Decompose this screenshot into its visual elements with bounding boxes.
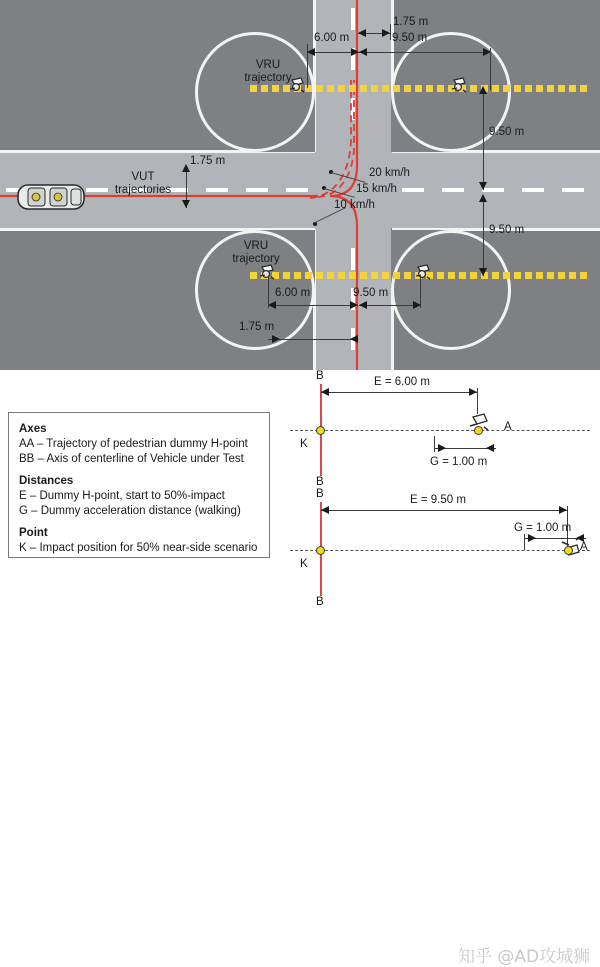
dim-label-bottom-600: 6.00 m	[275, 287, 311, 299]
dim-line-bottom-175	[268, 339, 358, 340]
vru-label-top-line2: trajectory	[244, 72, 292, 84]
dim-tick	[307, 44, 308, 88]
dim-label-bottom-175: 1.75 m	[239, 321, 275, 333]
impact-point-k	[316, 426, 325, 435]
dim-arrow	[438, 444, 446, 452]
dim-arrow	[382, 29, 390, 37]
dim-tick	[390, 24, 391, 40]
vru-label-top-line1: VRU	[255, 59, 281, 71]
dim-arrow	[559, 506, 567, 514]
dim-arrow	[307, 48, 315, 56]
dim-arrow	[469, 388, 477, 396]
speed-label-15: 15 km/h	[356, 183, 397, 195]
dummy-h-point-bottom	[564, 546, 573, 555]
dim-arrow	[350, 335, 358, 343]
detail-diagram-near-side-950m	[290, 488, 600, 608]
dim-arrow	[272, 335, 280, 343]
impact-point-k	[316, 546, 325, 555]
dim-arrow	[528, 534, 536, 542]
dim-label-top-950: 9.50 m	[392, 32, 428, 44]
label-a-right: A	[580, 541, 588, 553]
vru-label-bottom-line1: VRU	[243, 240, 269, 252]
dim-tick	[490, 48, 491, 90]
legend-distances-g: G – Dummy acceleration distance (walking)	[19, 505, 241, 517]
label-b-top: B	[316, 370, 324, 382]
dim-line-bottom-600	[268, 305, 358, 306]
dim-arrow	[182, 200, 190, 208]
legend-axes-heading: Axes	[19, 423, 47, 435]
axis-aa-line	[290, 550, 590, 551]
vut-label-line2: trajectories	[114, 184, 172, 196]
legend-point-k: K – Impact position for 50% near-side scenario	[19, 542, 258, 554]
dim-tick	[420, 276, 421, 308]
label-b-bottom: B	[316, 596, 324, 608]
dim-arrow	[479, 194, 487, 202]
dim-arrow	[479, 182, 487, 190]
dim-arrow	[479, 268, 487, 276]
dim-arrow	[576, 534, 584, 542]
dim-line-bottom-950	[359, 305, 421, 306]
dim-tick	[434, 436, 435, 452]
dim-label-top-600: 6.00 m	[314, 32, 350, 44]
legend-point-heading: Point	[19, 527, 48, 539]
dim-arrow	[486, 444, 494, 452]
dim-line-right-lower-950	[483, 196, 484, 276]
dim-label-bottom-950: 9.50 m	[353, 287, 389, 299]
label-k: K	[300, 558, 308, 570]
dim-label-right-upper-950: 9.50 m	[489, 126, 525, 138]
vut-trajectory-curves	[0, 0, 600, 370]
dim-arrow	[321, 388, 329, 396]
dim-label-mid-175: 1.75 m	[190, 155, 226, 167]
label-k: K	[300, 438, 308, 450]
speed-label-10: 10 km/h	[334, 199, 375, 211]
label-a-right: A	[504, 421, 512, 433]
vehicle-under-test	[16, 180, 86, 214]
legend-distances-heading: Distances	[19, 475, 74, 487]
dim-label-g: G = 1.00 m	[514, 522, 572, 534]
axis-aa-line	[290, 430, 590, 431]
dim-arrow	[182, 164, 190, 172]
dim-line-e	[321, 392, 477, 393]
pedestrian-dummy-bottom-left	[256, 263, 278, 283]
dim-line-top-950	[359, 52, 491, 53]
bottom-panel	[0, 370, 600, 967]
dim-label-e: E = 6.00 m	[374, 376, 430, 388]
vru-label-top	[238, 59, 298, 85]
dim-label-top-175: 1.75 m	[393, 16, 429, 28]
dim-label-right-lower-950: 9.50 m	[489, 224, 525, 236]
detail-diagram-near-side-6m	[290, 370, 600, 488]
legend-axes-aa: AA – Trajectory of pedestrian dummy H-point	[19, 438, 248, 450]
dim-arrow	[358, 29, 366, 37]
label-b-bottom: B	[316, 476, 324, 488]
label-b-top: B	[316, 488, 324, 500]
dim-arrow	[479, 86, 487, 94]
watermark: 知乎 @AD攻城狮	[458, 947, 591, 967]
pedestrian-dummy-top-right	[448, 76, 470, 96]
dim-arrow	[359, 48, 367, 56]
legend-axes-bb: BB – Axis of centerline of Vehicle under Test	[19, 453, 244, 465]
legend-distances-e: E – Dummy H-point, start to 50%-impact	[19, 490, 225, 502]
intersection-scene	[0, 0, 600, 370]
dim-tick	[268, 276, 269, 308]
dim-line-e	[321, 510, 567, 511]
vut-label-line1: VUT	[131, 171, 155, 183]
vru-label-bottom-line2: trajectory	[232, 253, 280, 265]
dim-line-right-upper-950	[483, 88, 484, 190]
vut-label	[104, 171, 182, 197]
dim-arrow	[359, 301, 367, 309]
dummy-h-point-top	[474, 426, 483, 435]
dim-arrow	[321, 506, 329, 514]
dim-label-g: G = 1.00 m	[430, 456, 488, 468]
legend-box	[8, 412, 270, 558]
dim-arrow	[350, 301, 358, 309]
dim-arrow	[268, 301, 276, 309]
dim-tick	[524, 534, 525, 550]
pedestrian-dummy-bottom-right	[412, 263, 434, 283]
dim-tick	[477, 388, 478, 414]
dim-arrow	[351, 48, 359, 56]
speed-label-20: 20 km/h	[369, 167, 410, 179]
vru-label-bottom	[226, 240, 286, 266]
dim-label-e: E = 9.50 m	[410, 494, 466, 506]
